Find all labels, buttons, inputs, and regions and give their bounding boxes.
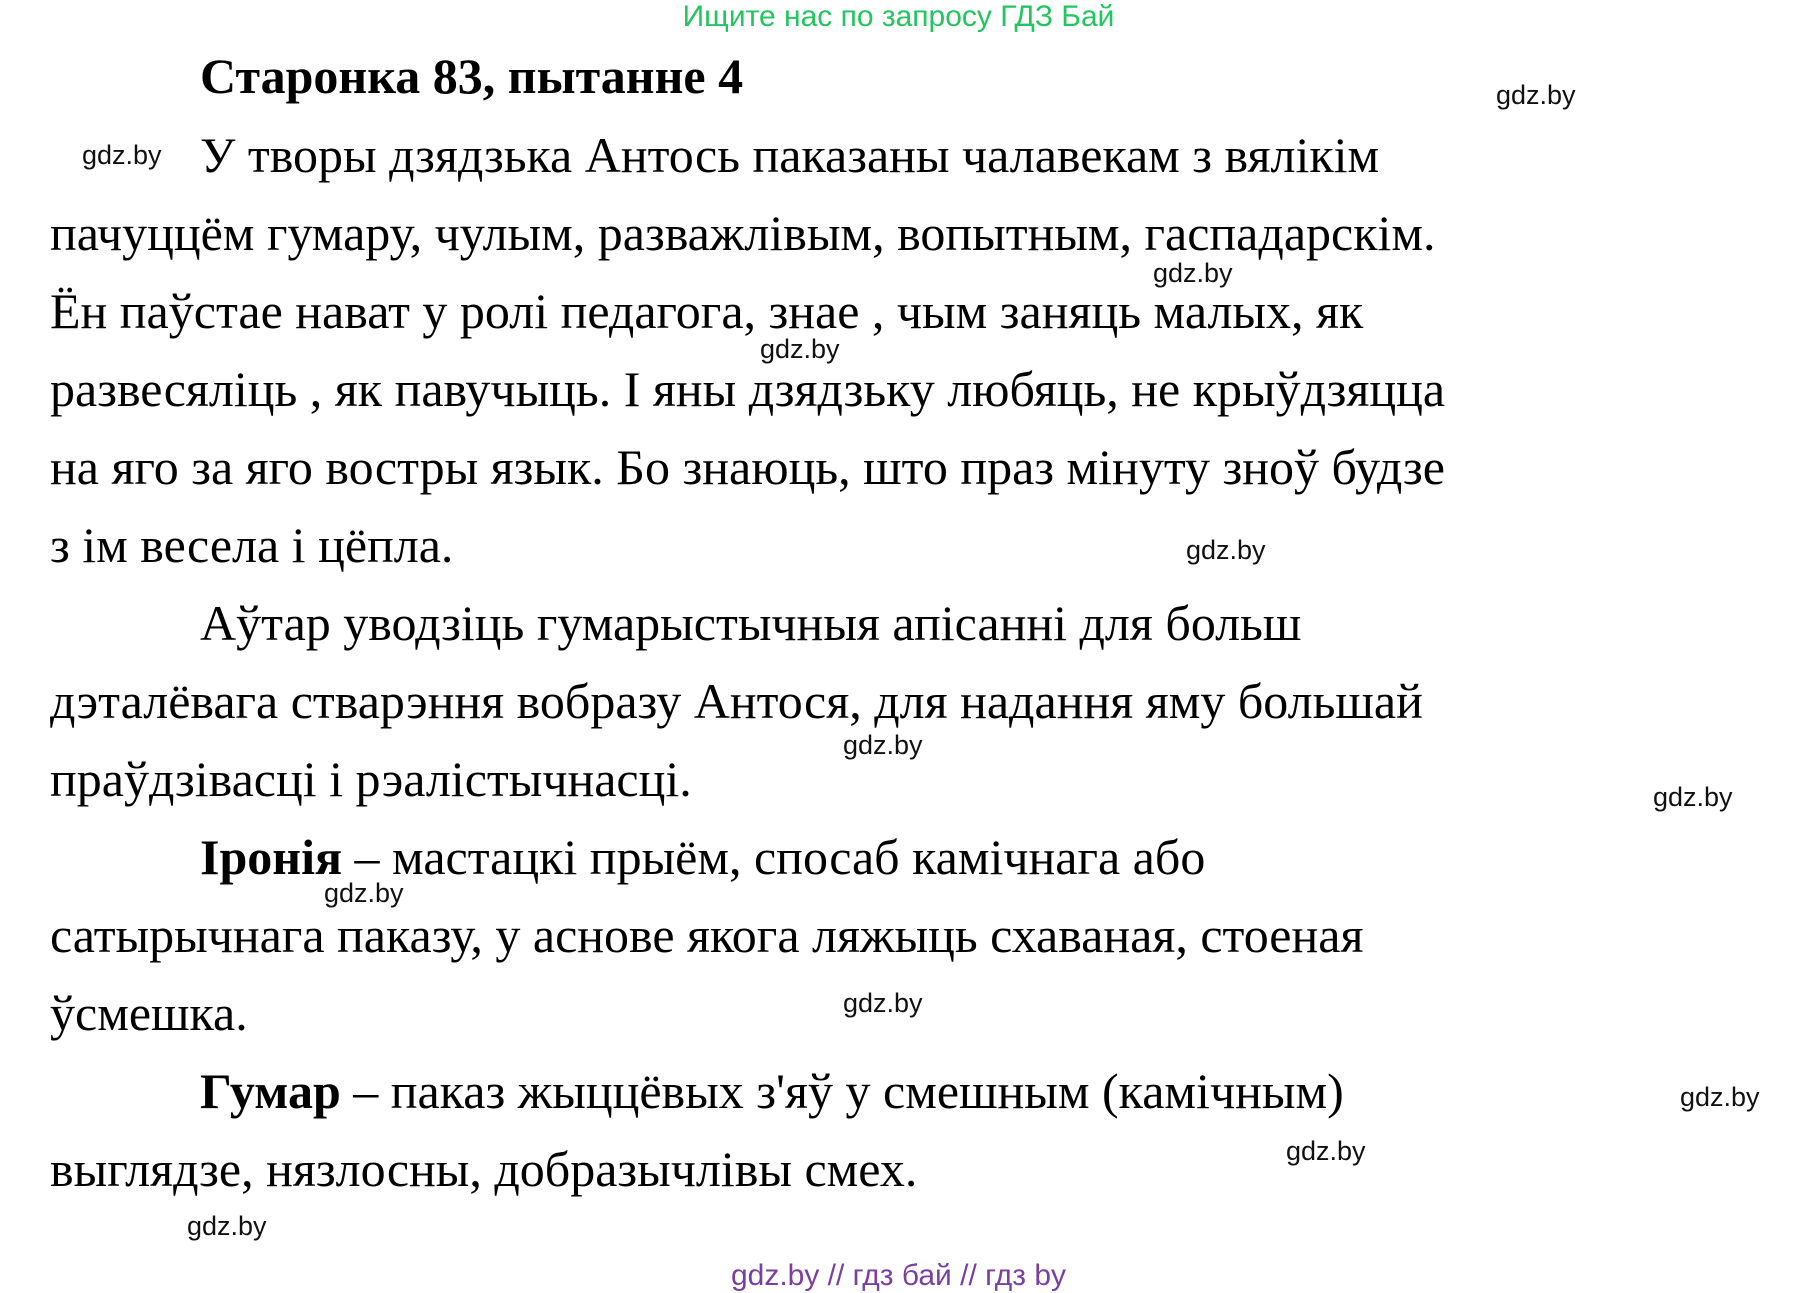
paragraph1-line-4: развесяліць , як павучыць. І яны дзядзьку любяць, не крыўдзяцца <box>50 361 1446 417</box>
watermark: gdz.by <box>1496 80 1576 110</box>
watermark: gdz.by <box>187 1211 267 1241</box>
watermark: gdz.by <box>1186 535 1266 565</box>
watermark: gdz.by <box>843 730 923 760</box>
humor-definition-first-line <box>200 1052 1797 1130</box>
watermark: gdz.by <box>82 140 162 170</box>
paragraph1-line-5: на яго за яго востры язык. Бо знаюць, што праз мінуту зноў будзе <box>50 439 1445 495</box>
paragraph1-line-1: У творы дзядзька Антось паказаны чалавекам з вялікім <box>200 127 1380 183</box>
irony-definition-first-line <box>200 818 1797 896</box>
top-banner: Ищите нас по запросу ГДЗ Бай <box>682 0 1115 33</box>
humor-term: Гумар <box>200 1063 341 1119</box>
paragraph2-line-1: Аўтар уводзіць гумарыстычныя апісанні для больш <box>200 595 1302 651</box>
page-title: Старонка 83, пытанне 4 <box>200 48 744 104</box>
irony-line-3: ўсмешка. <box>50 985 248 1041</box>
watermark: gdz.by <box>1653 782 1733 812</box>
paragraph1-line-3: Ён паўстае нават у ролі педагога, знае , чым заняць малых, як <box>50 283 1364 339</box>
paragraph2-line-2: дэталёвага стварэння вобразу Антося, для надання яму большай <box>50 673 1423 729</box>
watermark: gdz.by <box>324 878 404 908</box>
humor-line-2: выглядзе, нязлосны, добразычлівы смех. <box>50 1141 918 1197</box>
humor-definition-start: – паказ жыццёвых з'яў у смешным (камічным) <box>340 1063 1344 1119</box>
footer-links: gdz.by // гдз бай // гдз by <box>730 1259 1067 1292</box>
watermark: gdz.by <box>1680 1082 1760 1112</box>
irony-definition-start: – мастацкі прыём, спосаб камічнага або <box>342 829 1206 885</box>
paragraph1-line-6: з ім весела і цёпла. <box>50 517 454 573</box>
watermark: gdz.by <box>760 334 840 364</box>
watermark: gdz.by <box>1286 1136 1366 1166</box>
paragraph2-line-3: праўдзівасці і рэалістычнасці. <box>50 751 692 807</box>
irony-line-2: сатырычнага паказу, у аснове якога ляжыць схаваная, стоеная <box>50 907 1364 963</box>
watermark: gdz.by <box>843 988 923 1018</box>
irony-term: Іронія <box>200 829 343 885</box>
paragraph1-line-2: пачуццём гумару, чулым, разважлівым, вопытным, гаспадарскім. <box>50 205 1436 261</box>
watermark: gdz.by <box>1153 258 1233 288</box>
